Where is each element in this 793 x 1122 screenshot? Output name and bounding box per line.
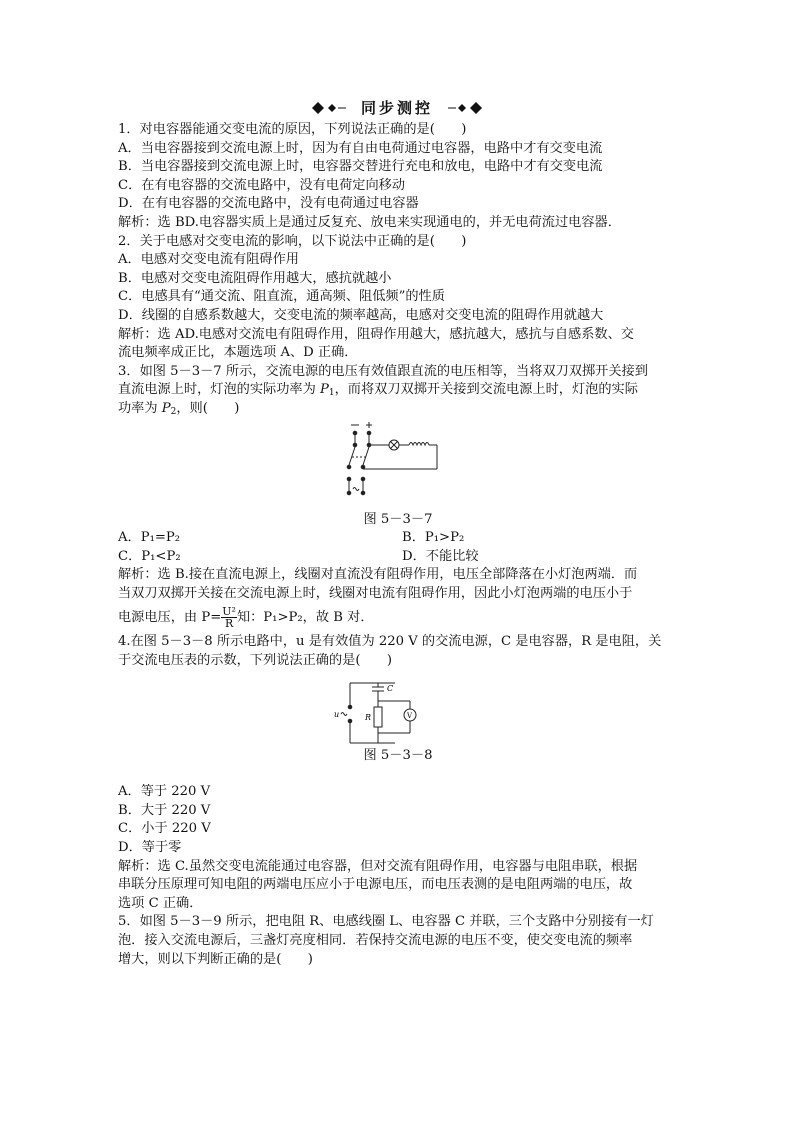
q1-option-b: B．当电容器接到交流电源上时，电容器交替进行充电和放电，电路中才有交变电流	[118, 159, 603, 175]
fraction-numerator: U²	[222, 605, 236, 619]
circuit-capacitor-resistor-voltmeter-diagram	[330, 673, 430, 749]
question-content	[118, 121, 678, 969]
symbol-p: P	[161, 400, 171, 416]
fraction-denominator: R	[224, 617, 234, 631]
label-r: R	[365, 712, 372, 722]
figure-5-3-7	[118, 419, 678, 511]
q4-option-b: B．大于 220 V	[118, 802, 211, 818]
diamond-ornament-left-icon	[312, 102, 348, 114]
label-c: C	[387, 683, 394, 693]
circuit-switch-lamp-coil-diagram	[343, 419, 453, 509]
q4-option-c: C．小于 220 V	[118, 821, 211, 837]
q3-options-row-1	[118, 529, 678, 548]
q3-analysis-text: 电源电压，由 P=	[118, 610, 222, 626]
q5-stem-line-2: 泡．接入交流电源后，三盏灯亮度相同．若保持交流电源的电压不变，使交变电流的频率	[118, 933, 633, 948]
q3-stem-line-2	[118, 381, 678, 400]
q3-option-d: D．不能比较	[402, 548, 479, 564]
q3-stem-text: ，而将双刀双掷开关接到交流电源上时，灯泡的实际	[334, 382, 638, 398]
q3-stem-line-1: 3．如图 5－3－7 所示，交流电源的电压有效值跟直流的电压相等，当将双刀双掷开关接到	[118, 363, 648, 379]
subscript: 1	[328, 388, 335, 399]
figure-5-3-8-caption: 图 5－3－8	[363, 747, 433, 763]
q2-analysis-line-2: 流电频率成正比，本题选项 A、D 正确．	[118, 345, 358, 361]
diamond-ornament-right-icon	[446, 102, 482, 114]
q3-analysis-line-1: 解析：选 B.接在直流电源上，线圈对直流没有阻碍作用，电压全部降落在小灯泡两端．而	[118, 567, 638, 583]
q4-stem-line-2: 于交流电压表的示数，下列说法正确的是( )	[118, 653, 393, 669]
q1-option-c: C．在有电容器的交流电路中，没有电荷定向移动	[118, 177, 406, 193]
q2-stem: 2．关于电感对交变电流的影响，以下说法中正确的是( )	[118, 233, 467, 249]
q3-stem-text: ，则( )	[176, 400, 240, 416]
q2-option-c: C．电感具有“通交流、阻直流，通高频、阻低频”的性质	[118, 289, 445, 305]
q4-analysis-line-3: 选项 C 正确．	[118, 895, 203, 911]
q5-stem-line-3: 增大，则以下判断正确的是( )	[118, 951, 313, 967]
figure-5-3-8	[118, 671, 678, 747]
q2-option-a: A．电感对交变电流有阻碍作用	[118, 252, 299, 268]
subscript: 2	[170, 406, 177, 417]
q3-option-c: C．P₁<P₂	[118, 548, 181, 564]
q4-option-d: D．等于零	[118, 840, 182, 856]
figure-5-3-7-caption: 图 5－3－7	[363, 511, 433, 527]
q5-stem-line-1: 5．如图 5－3－9 所示，把电阻 R、电感线圈 L、电容器 C 并联，三个支路中分别接有一灯	[118, 914, 654, 930]
q4-stem-line-1: 4.在图 5－3－8 所示电路中，u 是有效值为 220 V 的交流电源，C 是电容器，R 是电阻，关	[118, 634, 662, 650]
label-v: V	[407, 711, 413, 720]
q4-analysis-line-1: 解析：选 C.虽然交变电流能通过电容器，但对交流有阻碍作用，电容器与电阻串联，根据	[118, 858, 638, 874]
q3-stem-text: 功率为	[118, 400, 162, 416]
q3-analysis-text: 知：P₁>P₂，故 B 对．	[236, 610, 374, 626]
q4-analysis-line-2: 串联分压原理可知电阻的两端电压应小于电源电压，而电压表测的是电阻两端的电压，故	[118, 877, 633, 893]
q3-stem-line-3	[118, 400, 678, 419]
formula-fraction	[221, 606, 237, 629]
q2-option-d: D．线圈的自感系数越大，交变电流的频率越高，电感对交变电流的阻碍作用就越大	[118, 307, 604, 323]
q4-option-a: A．等于 220 V	[118, 784, 211, 800]
q2-analysis-line-1: 解析：选 AD.电感对交流电有阻碍作用，阻碍作用越大，感抗越大，感抗与自感系数、交	[118, 326, 634, 342]
q1-analysis: 解析：选 BD.电容器实质上是通过反复充、放电来实现通电的，并无电荷流过电容器．	[118, 214, 621, 230]
q3-analysis-line-2: 当双刀双掷开关接在交流电源上时，线圈对电流有阻碍作用，因此小灯泡两端的电压小于	[118, 585, 633, 601]
spacer	[118, 765, 678, 783]
q3-option-b: B．P₁>P₂	[402, 530, 465, 546]
section-title: 同步测控	[360, 99, 433, 117]
q1-stem: 1．对电容器能通交变电流的原因，下列说法正确的是( )	[118, 122, 467, 137]
q3-stem-text: 直流电源上时，灯泡的实际功率为	[118, 382, 321, 398]
q1-option-a: A．当电容器接到交流电源上时，因为有自由电荷通过电容器，电路中才有交变电流	[118, 140, 603, 156]
symbol-p: P	[320, 382, 329, 398]
q1-option-d: D．在有电容器的交流电路中，没有电荷通过电容器	[118, 196, 419, 212]
section-header	[312, 98, 482, 118]
q2-option-b: B．电感对交变电流阻碍作用越大，感抗就越小	[118, 270, 392, 286]
q3-option-a: A．P₁=P₂	[118, 530, 181, 546]
q3-analysis-line-3	[118, 603, 678, 633]
q3-options-row-2	[118, 548, 678, 567]
label-u: u	[334, 709, 340, 719]
